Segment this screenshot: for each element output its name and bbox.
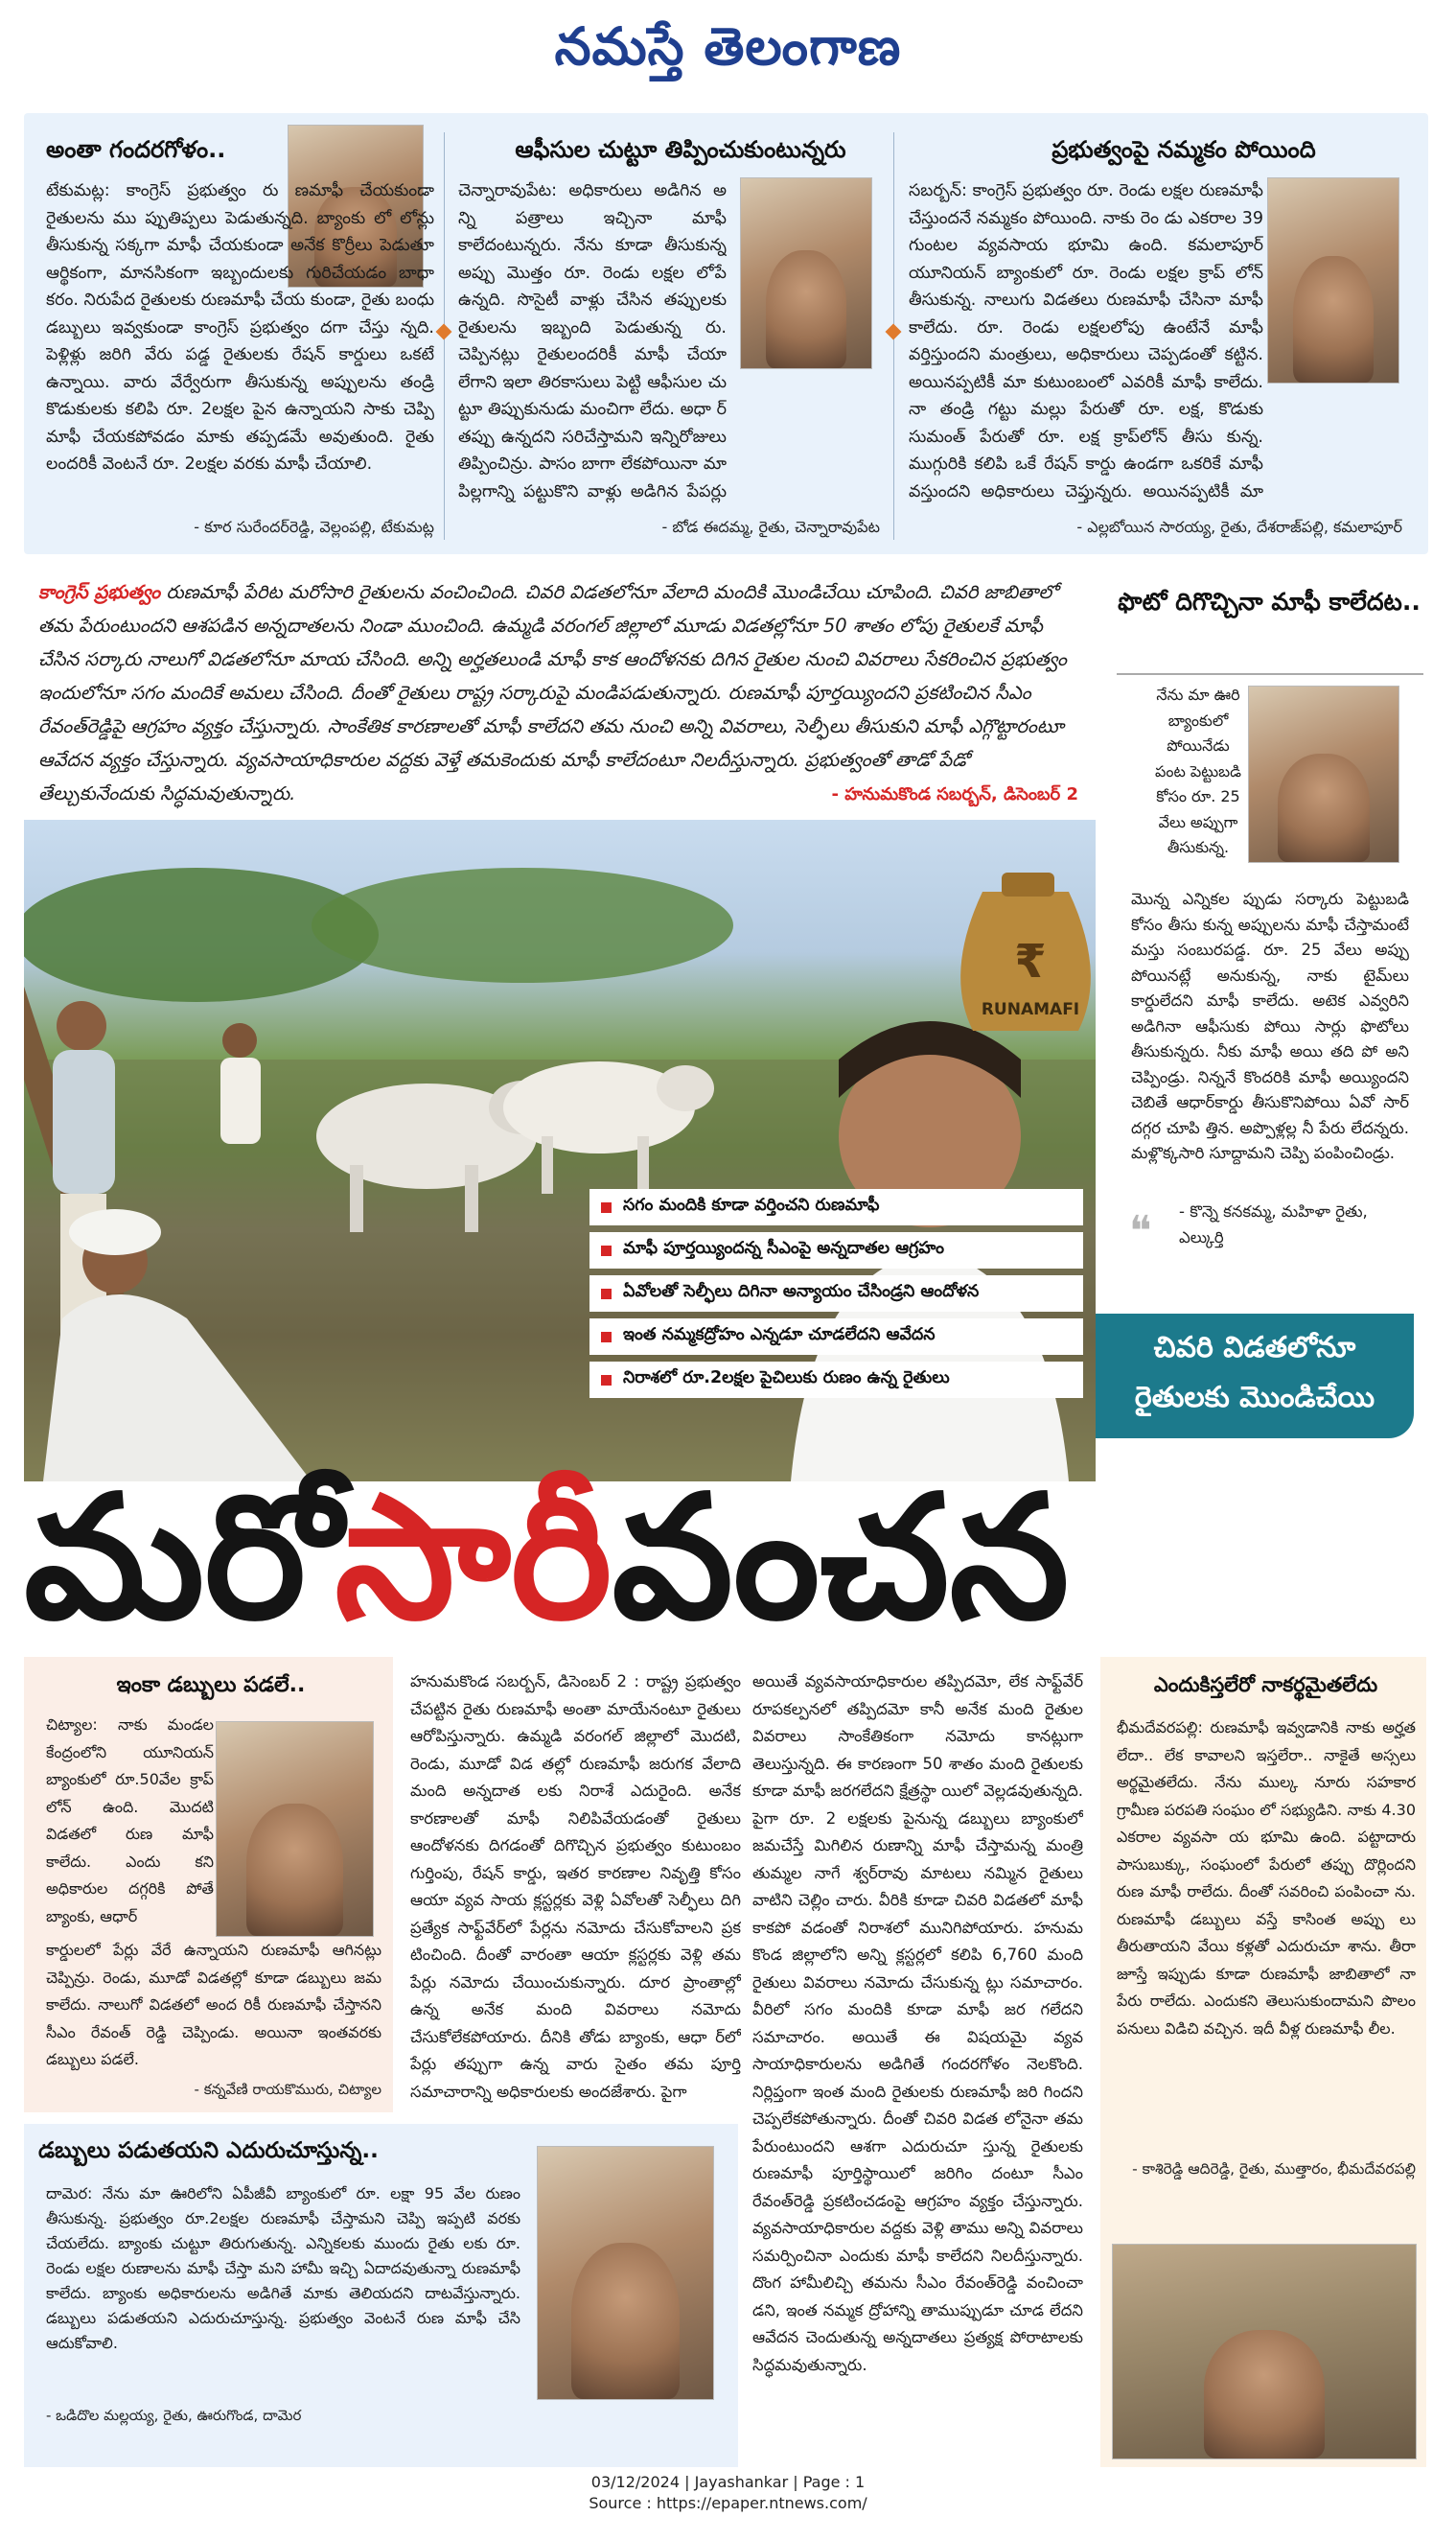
- box-1-photo: [216, 1721, 374, 1937]
- lead-body: రుణమాఫీ పేరిట మరోసారి రైతులను వంచించింది. చివరి విడతలోనూ వేలాది మందికి మొండిచేయి చూపింది. చివరి జాబితాలో తమ పేరుంటుందని ఆశపడిన అన్నదాతలను నిండా ముంచింది. ఉమ్మడి వరంగల్ జిల్లాలో మూడు విడతల్లోనూ 50 శాతం లోపు రైతులకే మాఫీ చేసిన సర్కారు నాలుగో విడతలోనూ మాయ చేసింది. అన్ని అర్హతలుండి మాఫీ కాక ఆందోళనకు దిగిన రైతుల నుంచి వివరాలు సేకరించిన ప్రభుత్వం ఇందులోనూ సగం మందికే అమలు చేసింది. దీంతో రైతులు రాష్ట్ర సర్కారుపై మండిపడుతున్నారు. రుణమాఫీ పూర్తయ్యిందని ప్రకటించిన సీఎం రేవంత్‌రెడ్డిపై ఆగ్రహం వ్యక్తం చేస్తున్నారు. సాంకేతిక కారణాలతో మాఫీ కాలేదని తమ నుంచి అన్ని వివరాలు, సెల్ఫీలు తీసుకుని మాఫీ ఎగ్గొట్టారంటూ ఆవేదన వ్యక్తం చేస్తున్నారు. వ్యవసాయాధికారుల వద్దకు వెళ్తే తమకెందుకు మాఫీ కాలేదంటూ నిలదీస్తున్నారు. ప్రభుత్వంతో తాడో పేడో తేల్చుకునేందుకు సిద్ధమవుతున్నారు.: [38, 581, 1067, 804]
- column-3-signature: - ఎల్లబోయిన సారయ్య, రైతు, దేశరాజ్‌పల్లి, కమలాపూర్: [1076, 518, 1402, 536]
- runamafi-bag-label: RUNAMAFI: [981, 1000, 1080, 1019]
- headline-part-2: సారీ: [335, 1467, 612, 1649]
- box-3-heading: ఎందుకిస్తలేరో నాకర్థమైతలేదు: [1153, 1673, 1378, 1696]
- box-2-heading: డబ్బులు పడుతయని ఎదురుచూస్తున్న..: [38, 2138, 379, 2163]
- headline-part-3: వంచన: [612, 1467, 1070, 1649]
- subtitle-tag-line2: రైతులకు మొండిచేయి: [1134, 1381, 1375, 1414]
- bullet-item: నిరాశలో రూ.2లక్షల పైచిలుకు రుణం ఉన్న రైతులు: [589, 1362, 1083, 1398]
- bullet-square-icon: [601, 1202, 612, 1213]
- masthead-title: నమస్తే తెలంగాణ: [554, 15, 902, 77]
- footer-edition-line: 03/12/2024 | Jayashankar | Page : 1: [590, 2473, 866, 2491]
- column-2-photo: [740, 177, 872, 369]
- box-2-photo: [537, 2146, 714, 2400]
- column-2-heading: ఆఫీసుల చుట్టూ తిప్పించుకుంటున్నరు: [515, 136, 846, 163]
- lead-red-prefix: కాంగ్రెస్ ప్రభుత్వం: [38, 581, 161, 603]
- tree-line-icon: [312, 868, 733, 983]
- lead-paragraph: [38, 575, 1083, 815]
- sidebar-text: మొన్న ఎన్నికల ప్పుడు సర్కారు పెట్టుబడి కోసం తీసు కున్న అప్పులను మాఫీ చేస్తామంటే మస్తు సంబురపడ్డ. రూ. 25 వేలు అప్పు పోయినట్లే అనుకున్న, నాకు టైమ్‌లు కార్డులేదని మాఫీ కాలేదు. అటెక ఎవ్వరిని అడిగినా ఆఫీసుకు పోయి సార్లు ఫొటోలు తీసుకున్నరు. నీకు మాఫీ అయి తది పో అని చెప్పిండ్రు. నిన్ననే కొందరికి మాఫీ అయ్యిందని చెబితే ఆధార్‌కార్డు తీసుకొనిపోయి ఏవో సార్ దగ్గర చూపి త్తిన. అప్పొళ్లల్ల నీ పేరు లేదన్నరు. మళ్లొక్కసారి సూద్దామని చెప్పి పంపించిండ్రు.: [1131, 890, 1409, 1162]
- footer: [0, 2472, 1456, 2539]
- bullet-item: ఏవోలతో సెల్ఫీలు దిగినా అన్యాయం చేసిండ్రని ఆందోళన: [589, 1275, 1083, 1312]
- bullet-item: సగం మందికి కూడా వర్తించని రుణమాఫీ: [589, 1189, 1083, 1225]
- lead-dateline: - హనుమకొండ సబర్బన్, డిసెంబర్ 2: [831, 784, 1078, 804]
- box-2-signature: - ఒడిదొల మల్లయ్య, రైతు, ఊరుగొండ, దామెర: [46, 2407, 302, 2424]
- person-face-icon: [246, 1804, 343, 1936]
- column-2-signature: - బోడ ఈదమ్మ, రైతు, చెన్నారావుపేట: [661, 518, 880, 536]
- rupee-symbol: ₹: [1014, 935, 1047, 989]
- sidebar-photo: [1248, 686, 1399, 863]
- person-face-icon: [766, 250, 846, 368]
- person-face-icon: [1293, 256, 1374, 383]
- box-3-text: భీమదేవరపల్లి: రుణమాఫీ ఇవ్వడానికి నాకు అర్హత లేదా.. లేక కావాలని ఇస్తలేరా.. నాకైతే అస్సలు అర్థమైతలేదు. నేను ముల్క నూరు సహకార గ్రామీణ పరపతి సంఘం లో సభ్యుడిని. నాకు 4.30 ఎకరాల వ్యవసా య భూమి ఉంది. పట్టాదారు పాసుబుక్కు, సంఘంలో పేరులో తప్పు దొర్లిందని రుణ మాఫీ రాలేదు. దీంతో సవరించి పంపించా ను. రుణమాఫీ డబ్బులు వస్తే కాసింత అప్పు లు తీరుతాయని వేయి కళ్లతో ఎదురుచూ శాను. తీరా జూస్తే ఇప్పుడు కూడా రుణమాఫీ జాబితాలో నా పేరు రాలేదు. ఎందుకని తెలుసుకుందామని పొలం పనులు విడిచి వచ్చిన. ఇదీ వీళ్ల రుణమాఫీ లీల.: [1117, 1718, 1416, 2038]
- box-3-photo: [1112, 2244, 1417, 2459]
- article-column-2: అయితే వ్యవసాయాధికారుల తప్పిదమో, లేక సాఫ్ట్‌వేర్ రూపకల్పనలో తప్పిదమో కానీ అనేక మంది రైతుల వివరాలు సాంకేతికంగా నమోదు కానట్లుగా తెలుస్తున్నది. ఈ కారణంగా 50 శాతం మంది రైతులకు కూడా మాఫీ జరగలేదని క్షేత్రస్థా యిలో వెల్లడవుతున్నది. పైగా రూ. 2 లక్షలకు పైనున్న డబ్బులు బ్యాంకులో జమచేస్తే మిగిలిన రుణాన్ని మాఫీ చేస్తామన్న మంత్రి తుమ్మల నాగే శ్వర్‌రావు మాటలు నమ్మిన రైతులు వాటిని చెల్లిం చారు. వీరికి కూడా చివరి విడతలో మాఫీ కాకపో వడంతో నిరాశలో మునిగిపోయారు. హనుమ కొండ జిల్లాలోని అన్ని క్లస్టర్లలో కలిపి 6,760 మంది రైతులు వివరాలు నమోదు చేసుకున్న ట్లు సమాచారం. వీరిలో సగం మందికి కూడా మాఫీ జర గలేదని సమాచారం. అయితే ఈ విషయమై వ్యవ సాయాధికారులను అడిగితే గందరగోళం నెలకొంది. నిర్లిప్తంగా ఇంత మంది రైతులకు రుణమాఫీ జరి గిందని చెప్పలేకపోతున్నారు. దీంతో చివరి విడత లోనైనా తమ పేరుంటుందని ఆశగా ఎదురుచూ స్తున్న రైతులకు రుణమాఫీ పూర్తిస్థాయిలో జరిగిం దంటూ సీఎం రేవంత్‌రెడ్డి ప్రకటించడంపై ఆగ్రహం వ్యక్తం చేస్తున్నారు. వ్యవసాయాధికారుల వద్దకు వెళ్లి తాము అన్ని వివరాలు సమర్పించినా ఎందుకు మాఫీ కాలేదని నిలదీస్తున్నారు. దొంగ హామీలిచ్చి తమను సీఎం రేవంత్‌రెడ్డి వంచించా డని, ఇంత నమ్మక ద్రోహాన్ని తాముప్పుడూ చూడ లేదని ఆవేదన చెందుతున్న అన్నదాతలు ప్రత్యక్ష పోరాటాలకు సిద్ధమవుతున్నారు.: [752, 1672, 1083, 2374]
- farmer-center-icon: [220, 1023, 261, 1144]
- column-3-photo: [1267, 177, 1399, 384]
- masthead: [0, 0, 1456, 105]
- person-face-icon: [1278, 754, 1371, 862]
- bullet-square-icon: [601, 1289, 612, 1299]
- column-1-text: టేకుమట్ల: కాంగ్రెస్ ప్రభుత్వం రు ణమాఫీ చేయకుండా రైతులను ము ప్పుతిప్పలు పెడుతున్నది. బ్యాంకు లో లోన్లు తీసుకున్న సక్కగా మాఫీ చేయకుండా అనేక కొర్రీలు పెడుతూ ఆర్థికంగా, మానసికంగా ఇబ్బందులకు గురిచేయడం బాధా కరం. నిరుపేద రైతులకు రుణమాఫీ చేయ కుండా, రైతు బంధు డబ్బులు ఇవ్వకుండా కాంగ్రెస్ ప్రభుత్వం దగా చేస్తు న్నది. పెళ్లిళ్లు జరిగి వేరు పడ్డ రైతులకు రేషన్ కార్డులు ఒకటే ఉన్నాయి. వారు వేర్వేరుగా తీసుకున్న అప్పులను తండ్రి కొడుకులకు కలిపి రూ. 2లక్షల పైన ఉన్నాయని సాకు చెప్పి మాఫీ చేయకపోవడం మాకు తప్పడమే అవుతుంది. రైతు లందరికీ వెంటనే రూ. 2లక్షల వరకు మాఫీ చేయాలి.: [46, 181, 434, 474]
- bullet-square-icon: [601, 1246, 612, 1256]
- sidebar-heading: ఫొటో దిగొచ్చినా మాఫీ కాలేదట..: [1118, 588, 1421, 616]
- person-face-icon: [1204, 2330, 1325, 2458]
- article-column-1: హనుమకొండ సబర్బన్, డిసెంబర్ 2 : రాష్ట్ర ప్రభుత్వం చేపట్టిన రైతు రుణమాఫీ అంతా మాయేనంటూ రైతులు ఆరోపిస్తున్నారు. ఉమ్మడి వరంగల్ జిల్లాలో మొదటి, రెండు, మూడో విడ తల్లో రుణమాఫీ జరుగక వేలాది మంది అన్నదాత లకు నిరాశే ఎదురైంది. అనేక కారణాలతో మాఫీ నిలిపివేయడంతో రైతులు ఆందోళనకు దిగడంతో దిగొచ్చిన ప్రభుత్వం కుటుంబం గుర్తింపు, రేషన్ కార్డు, ఇతర కారణాల నివృత్తి కోసం ఆయా వ్యవ సాయ క్లస్టర్లకు వెళ్లి ఏవోలతో సెల్ఫీలు దిగి ప్రత్యేక సాఫ్ట్‌వేర్‌లో పేర్లను నమోదు చేసుకోవాలని ప్రక టించింది. దీంతో వారంతా ఆయా క్లస్టర్లకు వెళ్లి తమ పేర్లు నమోదు చేయించుకున్నారు. దూర ప్రాంతాల్లో ఉన్న అనేక మంది వివరాలు నమోదు చేసుకోలేకపోయారు. దీనికి తోడు బ్యాంకు, ఆధా ర్‌లో పేర్లు తప్పుగా ఉన్న వారు సైతం తమ పూర్తి సమాచారాన్ని అధికారులకు అందజేశారు. పైగా: [410, 1672, 741, 2101]
- box-1-text: కార్డులలో పేర్లు వేరే ఉన్నాయని రుణమాఫీ ఆగినట్లు చెప్పిన్రు. రెండు, మూడో విడతల్లో కూడా డబ్బులు జమ కాలేదు. నాలుగో విడతలో అంద రికీ రుణమాఫీ చేస్తానని సీఎం రేవంత్ రెడ్డి చెప్పిండు. అయినా ఇంతవరకు డబ్బులు పడలే.: [46, 1941, 381, 2068]
- box-3-signature: - కాశిరెడ్డి ఆదిరెడ్డి, రైతు, ముత్తారం, భీమదేవరపల్లి: [1132, 2160, 1416, 2178]
- column-2-text: చెన్నారావుపేట: అధికారులు అడిగిన అ న్ని పత్రాలు ఇచ్చినా మాఫీ కాలేదంటున్నరు. నేను కూడా తీసుకున్న అప్పు మొత్తం రూ. రెండు లక్షల లోపే ఉన్నది. సొసైటీ వాళ్లు చేసిన తప్పులకు రైతులను ఇబ్బంది పెడుతున్న రు. చెప్పినట్లు రైతులందరికీ మాఫీ చేయా లేగాని ఇలా తిరకాసులు పెట్టి ఆఫీసుల చు ట్టూ తిప్పుకునుడు మంచిగా లేదు. అధా ర్ తప్పు ఉన్నదని సరిచేస్తామని ఇన్నిరోజులు తిప్పించిన్రు. పాసం బాగా లేకపోయినా మా పిల్లగాన్ని పట్టుకొని వాళ్లు అడిగిన పేపర్లు: [458, 181, 727, 501]
- box-1-signature: - కన్నవేణి రాయకొమురు, చిట్యాల: [194, 2081, 381, 2098]
- box-2-text: దామెర: నేను మా ఊరిలోని ఏపీజీవీ బ్యాంకులో రూ. లక్షా 95 వేల రుణం తీసుకున్న. ప్రభుత్వం రూ.2లక్షల రుణమాఫీ చేస్తామని చెప్పి ఇప్పటి వరకు చేయలేదు. బ్యాంకు చుట్టూ తిరుగుతున్న. ఎన్నికలకు ముందు రైతు లకు రూ. రెండు లక్షల రుణాలను మాఫీ చేస్తా మని హామీ ఇచ్చి ఏదాదవుతున్నా రుణమాఫీ కాలేదు. బ్యాంకు అధికారులను అడిగితే మాకు తెలియదని దాటవేస్తున్నారు. డబ్బులు పడుతయని ఎదురుచూస్తున్న. ప్రభుత్వం వెంటనే రుణ మాఫీ చేసి ఆదుకోవాలి.: [46, 2184, 520, 2352]
- column-3-text: సబర్బన్: కాంగ్రెస్ ప్రభుత్వం రూ. రెండు లక్షల రుణమాఫీ చేస్తుందనే నమ్మకం పోయింది. నాకు రెం డు ఎకరాల 39 గుంటల వ్యవసాయ భూమి ఉంది. కమలాపూర్ యూనియన్ బ్యాంకులో రూ. రెండు లక్షల క్రాప్ లోన్ తీసుకున్న. నాలుగు విడతలు రుణమాఫీ చేసినా మాఫీ కాలేదు. రూ. రెండు లక్షలలోపు ఉంటేనే మాఫీ వర్తిస్తుందని మంత్రులు, అధికారులు చెప్పడంతో కట్టిన. అయినప్పటికీ మా కుటుంబంలో ఎవరికీ మాఫీ కాలేదు. నా తండ్రి గట్టు మల్లు పేరుతో రూ. లక్ష, కొడుకు సుమంత్ పేరుతో రూ. లక్ష క్రాప్‌లోన్ తీసు కున్న. ముగ్గురికి కలిపి ఒకే రేషన్ కార్డు ఉండగా ఒకరికే మాఫీ వస్తుందని అధికారులు చెప్తున్నరు. అయినప్పటికీ మా: [909, 181, 1263, 501]
- column-3-heading: ప్రభుత్వంపై నమ్మకం పోయింది: [1052, 136, 1316, 163]
- footer-source-link[interactable]: Source : https://epaper.ntnews.com/: [589, 2494, 867, 2512]
- bullet-item: ఇంత నమ్మకద్రోహం ఎన్నడూ చూడలేదని ఆవేదన: [589, 1318, 1083, 1355]
- box-1-heading: ఇంకా డబ్బులు పడలే..: [116, 1673, 306, 1697]
- subtitle-tag: [1096, 1314, 1414, 1438]
- subtitle-tag-line1: చివరి విడతలోనూ: [1153, 1331, 1356, 1364]
- bullet-item: మాఫీ పూర్తయ్యిందన్న సీఎంపై అన్నదాతల ఆగ్రహం: [589, 1232, 1083, 1269]
- bullet-square-icon: [601, 1332, 612, 1342]
- sidebar-signature: - కొన్నె కనకమ్మ, మహిళా రైతు, ఎల్కుర్తి: [1179, 1202, 1368, 1247]
- bullet-square-icon: [601, 1375, 612, 1386]
- sidebar-text-narrow: నేను మా ఊరి బ్యాంకులో పోయినేడు పంట పెట్టుబడి కోసం రూ. 25 వేలు అప్పుగా తీసుకున్న.: [1154, 686, 1242, 856]
- sidebar-rule: [1117, 673, 1423, 675]
- quote-mark-icon: ❝: [1129, 1207, 1152, 1256]
- headline-part-1: మరో: [24, 1467, 335, 1649]
- box-1-text-narrow: చిట్యాల: నాకు మండల కేంద్రంలోని యూనియన్ బ్యాంకులో రూ.50వేల క్రాప్ లోన్ ఉంది. మొదటి విడతలో రుణ మాఫీ కాలేదు. ఎందు కని అధికారుల దగ్గరికి పోతే బ్యాంకు, ఆధార్: [46, 1715, 214, 1925]
- column-1-signature: - కూర సురేందర్‌రెడ్డి, వెల్లంపల్లి, టేకుమట్ల: [194, 518, 434, 536]
- person-face-icon: [571, 2243, 680, 2399]
- hero-photo: [24, 820, 1096, 1481]
- main-headline: [24, 1467, 1428, 1649]
- column-1-heading: అంతా గందరగోళం..: [46, 136, 226, 163]
